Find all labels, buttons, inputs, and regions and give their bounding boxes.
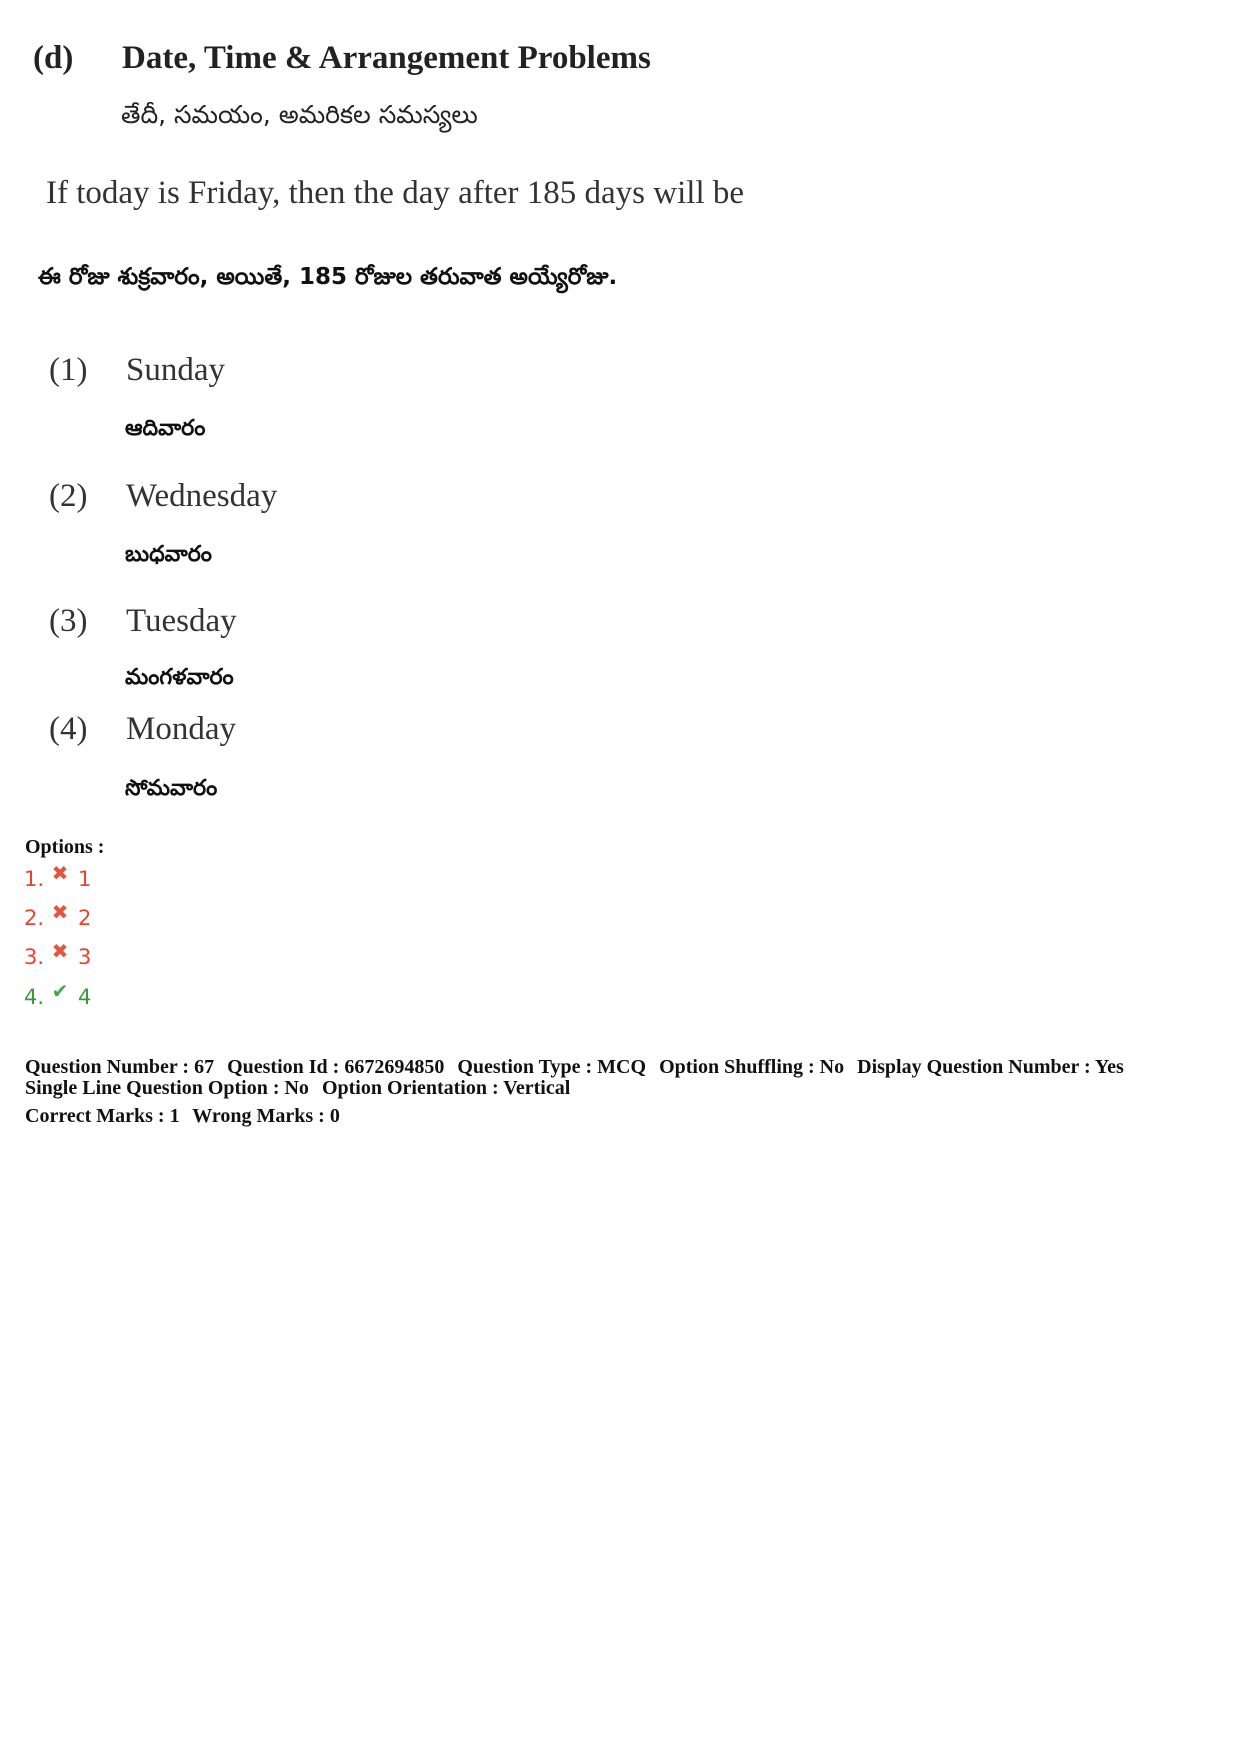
correct-marks: Correct Marks : 1 [25, 1105, 180, 1127]
cross-icon: ✖ [51, 900, 69, 924]
option-number: (1) [49, 352, 88, 388]
option-4-telugu: సోమవారం [125, 776, 218, 801]
cross-icon: ✖ [51, 939, 69, 963]
question-id: Question Id : 6672694850 [227, 1056, 445, 1078]
answer-index: 1. [24, 867, 45, 891]
option-text: Monday [126, 711, 236, 747]
wrong-marks: Wrong Marks : 0 [192, 1105, 340, 1127]
answer-value: 3 [78, 945, 92, 969]
option-1 [49, 352, 225, 389]
question-meta-line-2 [25, 1077, 578, 1100]
option-4 [49, 711, 236, 748]
option-orientation: Option Orientation : Vertical [321, 1077, 571, 1099]
check-icon: ✔ [51, 979, 69, 1003]
answer-value: 4 [78, 985, 92, 1009]
question-image [0, 0, 1240, 830]
option-text: Tuesday [126, 603, 237, 639]
cross-icon: ✖ [51, 861, 69, 885]
option-text: Sunday [126, 352, 225, 388]
answer-value: 2 [78, 906, 92, 930]
question-meta-line-1 [25, 1056, 1132, 1079]
question-stem: If today is Friday, then the day after 185 days will be [46, 175, 745, 211]
option-number: (2) [49, 478, 88, 514]
answer-value: 1 [78, 867, 92, 891]
section-title-telugu: తేదీ, సమయం, అమరికల సమస్యలు [121, 100, 478, 129]
option-3 [49, 603, 237, 640]
option-text: Wednesday [126, 478, 278, 514]
answer-option-3 [24, 939, 92, 972]
option-shuffling: Option Shuffling : No [659, 1056, 845, 1078]
option-1-telugu: ఆదివారం [125, 416, 206, 441]
options-label: Options : [25, 836, 105, 858]
answer-index: 2. [24, 906, 45, 930]
section-title: Date, Time & Arrangement Problems [122, 40, 651, 76]
answer-option-2 [24, 900, 92, 933]
answer-index: 4. [24, 985, 45, 1009]
question-type: Question Type : MCQ [457, 1056, 647, 1078]
option-2 [49, 478, 277, 515]
answer-option-4 [24, 979, 92, 1012]
option-number: (3) [49, 603, 88, 639]
option-number: (4) [49, 711, 88, 747]
question-meta-line-3 [25, 1105, 348, 1128]
answer-index: 3. [24, 945, 45, 969]
answer-option-1 [24, 861, 92, 894]
option-3-telugu: మంగళవారం [125, 665, 234, 690]
question-number: Question Number : 67 [25, 1056, 215, 1078]
display-question-number: Display Question Number : Yes [857, 1056, 1124, 1078]
single-line-option: Single Line Question Option : No [25, 1077, 309, 1099]
section-heading [33, 40, 651, 77]
question-stem-telugu: ఈ రోజు శుక్రవారం, అయితే, 185 రోజుల తరువాత అయ్యేరోజు. [38, 264, 618, 290]
section-tag: (d) [33, 40, 74, 76]
option-2-telugu: బుధవారం [125, 542, 212, 567]
